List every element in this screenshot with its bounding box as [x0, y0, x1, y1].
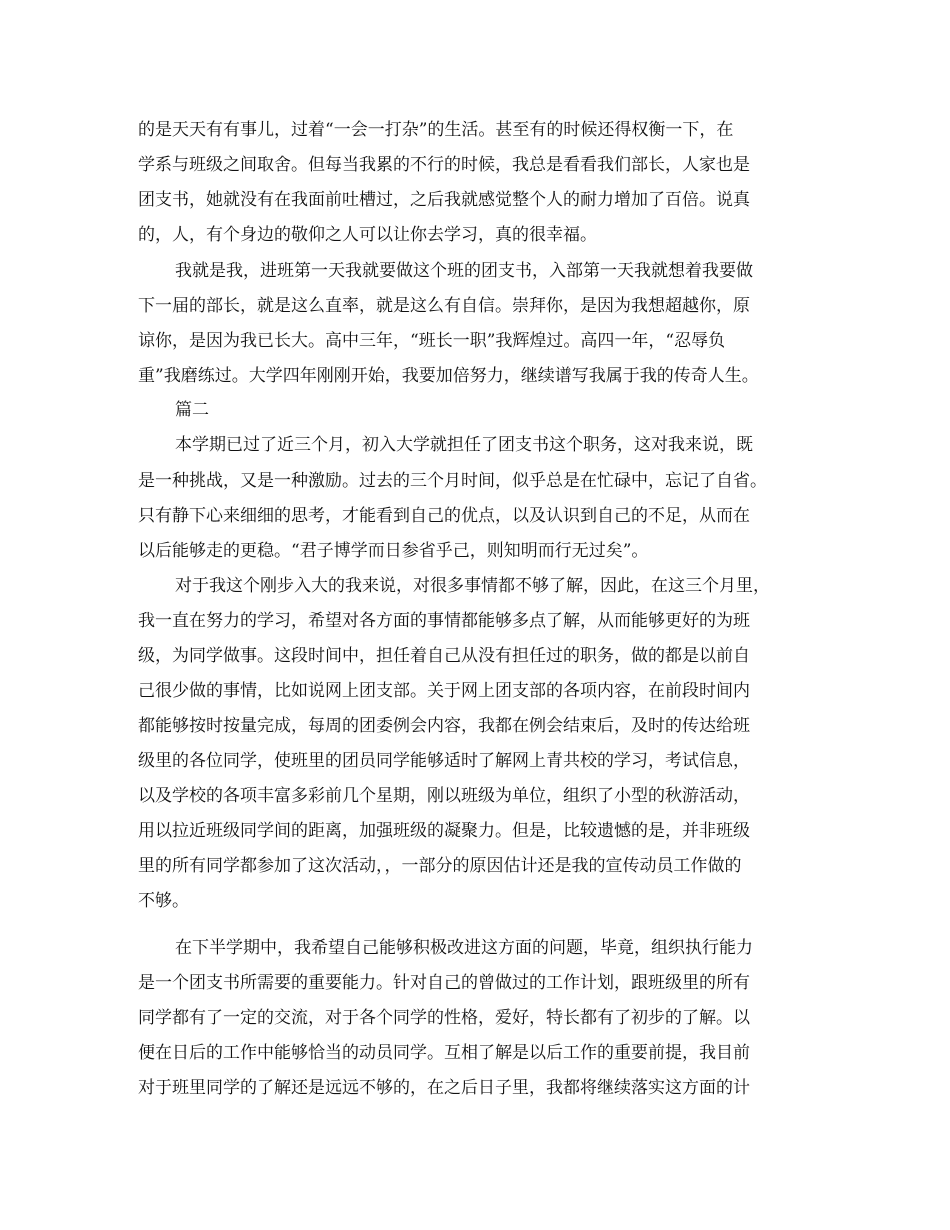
text-line: 的，人，有个身边的敬仰之人可以让你去学习，真的很幸福。	[138, 225, 597, 245]
text-line: 便在日后的工作中能够恰当的动员同学。互相了解是以后工作的重要前提，我目前	[138, 1043, 750, 1063]
text-line: 团支书，她就没有在我面前吐槽过，之后我就感觉整个人的耐力增加了百倍。说真	[138, 190, 750, 210]
text-line: 是一个团支书所需要的重要能力。针对自己的曾做过的工作计划，跟班级里的所有	[138, 973, 750, 993]
text-line: 对于班里同学的了解还是远远不够的，在之后日子里，我都将继续落实这方面的计	[138, 1078, 750, 1098]
text-line: 级里的各位同学，使班里的团员同学能够适时了解网上青共校的学习，考试信息，	[138, 751, 750, 771]
text-line: 只有静下心来细细的思考，才能看到自己的优点，以及认识到自己的不足，从而在	[138, 506, 750, 526]
text-line: 同学都有了一定的交流，对于各个同学的性格，爱好，特长都有了初步的了解。以	[138, 1008, 750, 1028]
text-line: 的是天天有有事儿，过着“一会一打杂”的生活。甚至有的时候还得权衡一下，在	[138, 120, 734, 140]
text-line: 级，为同学做事。这段时间中，担任着自己从没有担任过的职务，做的都是以前自	[138, 646, 750, 666]
text-line: 对于我这个刚步入大的我来说，对很多事情都不够了解，因此，在这三个月里，	[175, 576, 770, 596]
text-line: 谅你，是因为我已长大。高中三年，“班长一职”我辉煌过。高四一年，“忍辱负	[138, 331, 726, 351]
text-line: 是一种挑战，又是一种激励。过去的三个月时间，似乎总是在忙碌中，忘记了自省。	[138, 471, 767, 491]
text-line: 学系与班级之间取舍。但每当我累的不行的时候，我总是看看我们部长，人家也是	[138, 155, 750, 175]
text-line: 本学期已过了近三个月，初入大学就担任了团支书这个职务，这对我来说，既	[175, 435, 753, 455]
text-line: 我就是我，进班第一天我就要做这个班的团支书，入部第一天我就想着我要做	[175, 261, 753, 281]
text-line: 以后能够走的更稳。“君子博学而日参省乎己，则知明而行无过矣”。	[138, 541, 649, 561]
text-line: 以及学校的各项丰富多彩前几个星期，刚以班级为单位，组织了小型的秋游活动，	[138, 786, 750, 806]
text-line: 重”我磨练过。大学四年刚刚开始，我要加倍努力，继续谱写我属于我的传奇人生。	[138, 366, 759, 386]
text-line: 里的所有同学都参加了这次活动，，一部分的原因估计还是我的宣传动员工作做的	[138, 856, 742, 876]
section-heading: 篇二	[175, 400, 209, 420]
text-line: 用以拉近班级同学间的距离，加强班级的凝聚力。但是，比较遗憾的是，并非班级	[138, 821, 750, 841]
text-line: 己很少做的事情，比如说网上团支部。关于网上团支部的各项内容，在前段时间内	[138, 681, 750, 701]
text-line: 不够。	[138, 891, 189, 911]
text-line: 我一直在努力的学习，希望对各方面的事情都能够多点了解，从而能够更好的为班	[138, 611, 750, 631]
text-line: 在下半学期中，我希望自己能够积极改进这方面的问题，毕竟，组织执行能力	[175, 938, 753, 958]
text-line: 都能够按时按量完成，每周的团委例会内容，我都在例会结束后，及时的传达给班	[138, 716, 750, 736]
text-line: 下一届的部长，就是这么直率，就是这么有自信。崇拜你，是因为我想超越你，原	[138, 296, 750, 316]
